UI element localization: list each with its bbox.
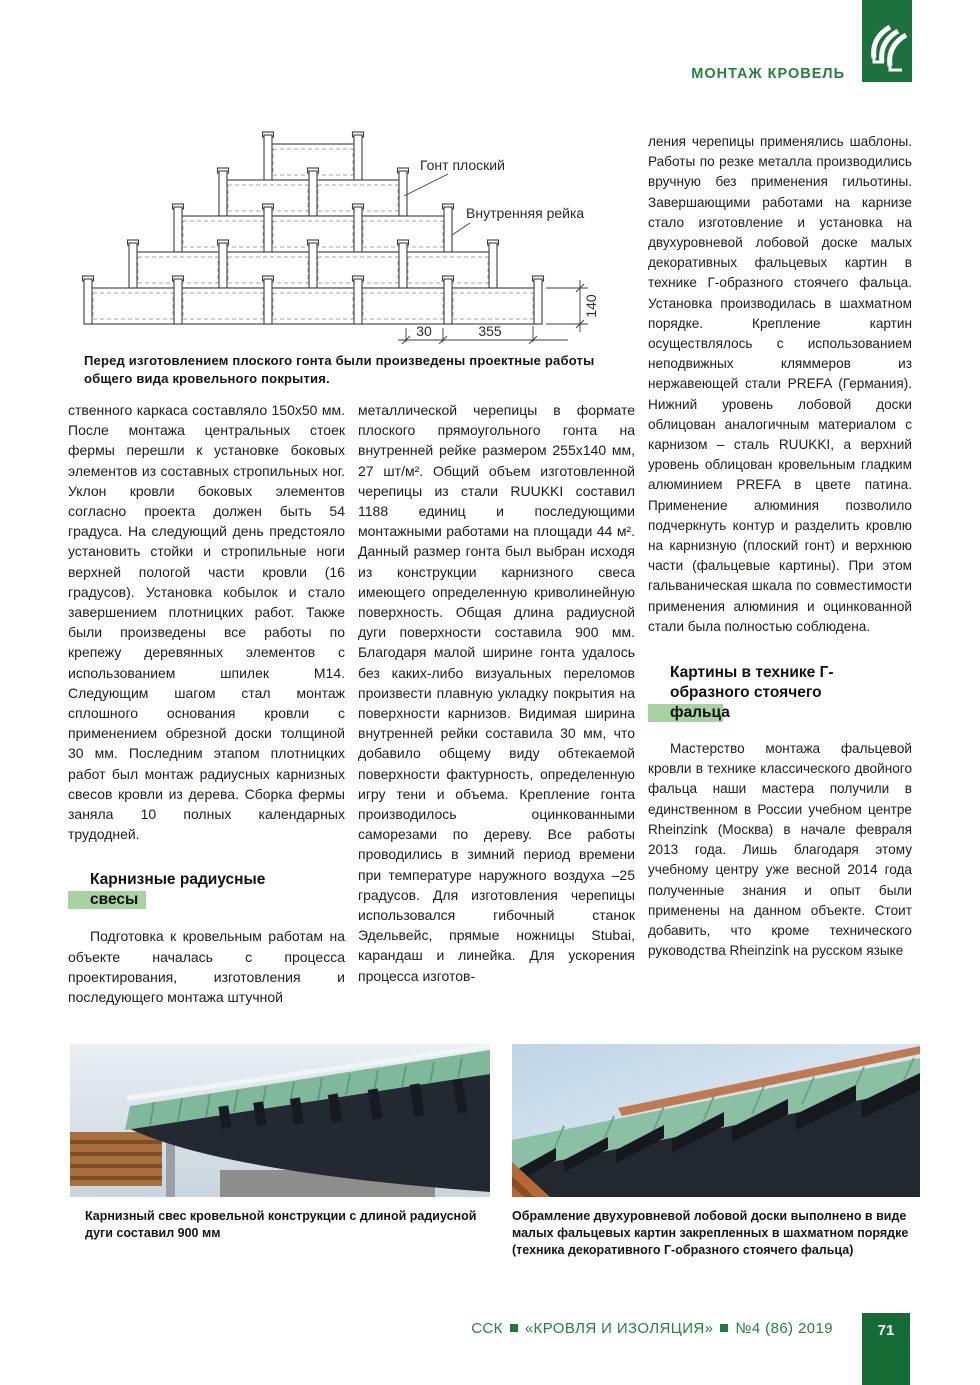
leader-line xyxy=(452,223,470,235)
paragraph: Мастерство монтажа фальцевой кровли в технике классического двойного фальца наши мастера получили в единственном в России учебном центре Rheinzink (Москва) в начале февраля 2013 года. Лишь благодаря этому учебному центру уже весной 2014 года полученные знания и опыт были применены на данном объекте. Стоит добавить, что кроме технического руководства Rheinzink на русском языке xyxy=(648,741,912,959)
footer-line xyxy=(471,1320,833,1337)
paragraph: ственного каркаса составляло 150х50 мм. После монтажа центральных стоек фермы перешли к установке боковых элементов из составных стропильных ног. Уклон кровли боковых элементов согласно проекта должен быть 54 градуса. На следующий день предстояло установить стойки и стропильные ноги верхней пологой части кровли (16 градусов). Установка кобылок и стало завершением плотницких работ. Также были произведены все работы по крепежу деревянных элементов с использованием шпилек М14. Следующим шагом стал монтаж сплошного основания кровли с применением обрезной доски толщиной 30 мм. Последним этапом плотницких работ был монтаж радиусных карнизных свесов кровли из дерева. Сборка фермы заняла 10 полных календарных трудодней. xyxy=(68,402,345,843)
footer-issue: №4 (86) 2019 xyxy=(735,1320,833,1337)
shingle-diagram-figure xyxy=(68,130,635,388)
diagram-label-flat-shingle: Гонт плоский xyxy=(420,157,505,173)
photo-right-image xyxy=(512,1044,920,1197)
column-2 xyxy=(358,400,635,1048)
page-number: 71 xyxy=(877,1322,895,1339)
subheading-cornice-overhangs: Карнизные радиусные свесы xyxy=(68,870,300,910)
leader-line xyxy=(404,174,448,196)
dimension-140: 140 xyxy=(583,294,599,318)
dimension-extension-lines xyxy=(546,280,588,332)
subheading-standing-seam: Картины в технике Г-образного стоячего фальца xyxy=(648,663,885,723)
column-1 xyxy=(68,400,345,1048)
roof-shingle-diagram xyxy=(68,130,628,344)
dimension-30: 30 xyxy=(416,323,432,339)
photo-fascia-panels xyxy=(512,1044,920,1197)
left-block xyxy=(68,130,635,1048)
paragraph: ления черепицы применялись шаблоны. Работы по резке металла производились вручную без применения гильотины. Завершающими работами на карнизе стало изготовление и установка на двухуровневой лобовой доске малых декоративных фальцевых картин в технике Г-образного стоячего фальца. Установка производилась в шахматном порядке. Крепление картин осуществлялось с использованием неподвижных кляммеров из нержавеющей стали PREFA (Германия). Нижний уровень лобовой доски облицован аналогичным материалом с карнизом – сталь RUUKKI, а верхний уровень облицован кровельным гладким алюминием PREFA в цвете патина. Применение алюминия позволило подчеркнуть контур и разделить кровлю на карнизную (плоский гонт) и верхнюю части (фальцевые картины). При этом гальваническая шкала по совместимости применения алюминия и оцинкованной стали была полностью соблюдена. xyxy=(648,134,912,634)
photo-caption-left: Карнизный свес кровельной конструкции с длиной радиусной дуги составил 900 мм xyxy=(85,1209,477,1240)
photo-cornice-overhang xyxy=(70,1044,490,1197)
roof-layers-icon xyxy=(862,0,912,82)
footer-brand: ССК xyxy=(471,1320,503,1337)
text-columns-1-2 xyxy=(68,400,635,1048)
section-title: МОНТАЖ КРОВЕЛЬ xyxy=(691,66,845,82)
dimension-355: 355 xyxy=(478,323,502,339)
diagram-label-inner-batten: Внутренняя рейка xyxy=(466,205,585,221)
paragraph: Подготовка к кровельным работам на объекте началась с процесса проектирования, изготовления и последующего монтажа штучной xyxy=(68,928,345,1006)
bullet-separator xyxy=(510,1324,518,1332)
page-number-box xyxy=(862,1313,910,1385)
figure-caption: Перед изготовлением плоского гонта были произведены проектные работы общего вида кровельного покрытия. xyxy=(84,353,595,386)
photo-left-image xyxy=(70,1044,490,1197)
publisher-logo xyxy=(862,0,912,82)
photo-caption-right: Обрамление двухуровневой лобовой доски выполнено в виде малых фальцевых картин закрепленных в шахматном порядке (техника декоративного Г-образного стоячего фальца) xyxy=(512,1209,909,1257)
footer-journal: «КРОВЛЯ И ИЗОЛЯЦИЯ» xyxy=(524,1320,714,1337)
paragraph: металлической черепицы в формате плоского прямоугольного гонта на внутренней рейке размером 255х140 мм, 27 шт/м². Общий объем изготовленной черепицы из стали RUUKKI составил 1188 единиц и последующими монтажными работами на площади 44 м². Данный размер гонта был выбран исходя из конструкции карнизного свеса имеющего определенную криволинейную поверхность. Общая длина радиусной дуги поверхности составила 900 мм. Благодаря малой ширине гонта удалось без каких-либо визуальных переломов произвести плавную укладку покрытия на поверхности карнизов. Видимая ширина внутренней рейки составила 30 мм, что добавило общему виду обтекаемой поверхности фактурность, определенную игру тени и объема. Крепление гонта производилось оцинкованными саморезами по дереву. Все работы проводились в зимний период времени при температуре наружного воздуха –25 градусов. Для изготовления черепицы использовался гибочный станок Эдельвейс, прямые ножницы Stubai, карандаш и линейка. Для ускорения процесса изготов- xyxy=(358,402,635,984)
bullet-separator xyxy=(720,1324,728,1332)
column-3 xyxy=(648,132,912,1042)
